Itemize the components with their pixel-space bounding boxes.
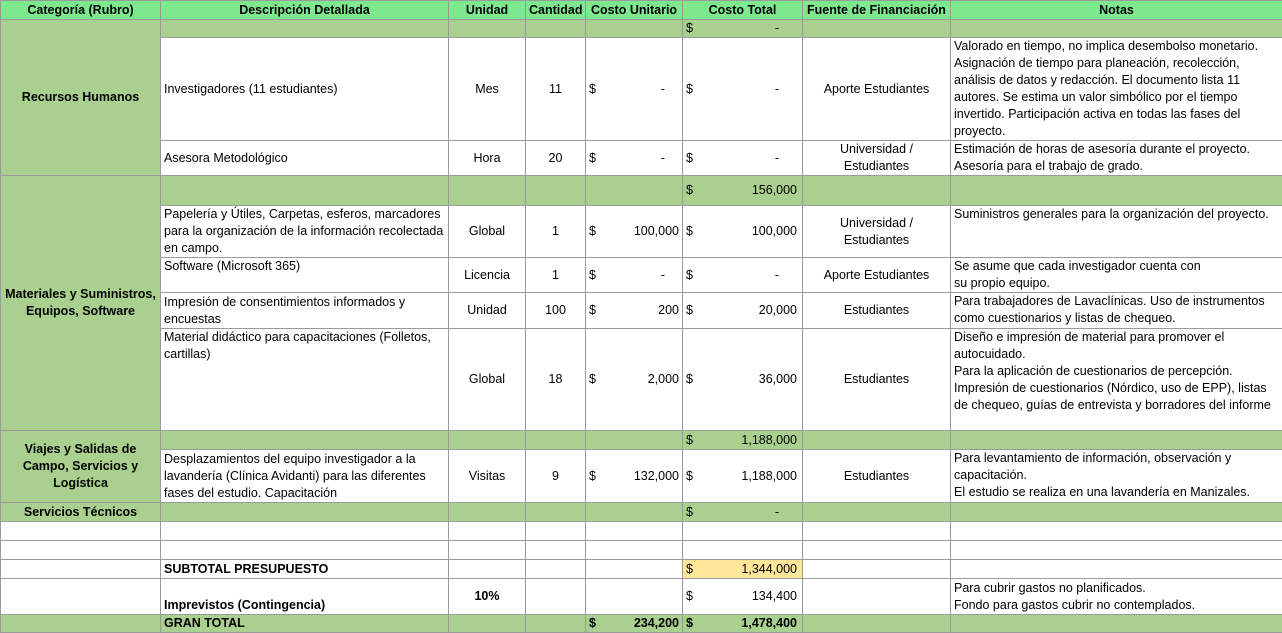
cell[interactable] bbox=[449, 522, 526, 541]
row-unit[interactable]: Global bbox=[449, 329, 526, 431]
currency-symbol: $ bbox=[589, 616, 596, 630]
total-value: - bbox=[774, 150, 779, 165]
viajes-subtotal-row bbox=[1, 431, 1282, 450]
cell[interactable] bbox=[449, 560, 526, 579]
row-source[interactable]: Universidad / Estudiantes bbox=[803, 206, 951, 258]
cell[interactable] bbox=[526, 20, 586, 38]
currency-symbol: $ bbox=[686, 224, 693, 238]
cell[interactable] bbox=[803, 522, 951, 541]
row-unit[interactable]: Mes bbox=[449, 38, 526, 141]
rrhh-subtotal-cell[interactable] bbox=[683, 20, 803, 38]
imprevistos-value: 134,400 bbox=[751, 589, 797, 603]
cell[interactable] bbox=[683, 522, 803, 541]
cell[interactable] bbox=[803, 431, 951, 450]
unit-cost-value: 2,000 bbox=[647, 372, 679, 386]
servicios-row bbox=[1, 503, 1282, 522]
row-source[interactable]: Aporte Estudiantes bbox=[803, 258, 951, 293]
unit-cost-value: 132,000 bbox=[633, 468, 679, 483]
row-description[interactable]: Software (Microsoft 365) bbox=[161, 258, 449, 293]
cell[interactable] bbox=[161, 541, 449, 560]
cell[interactable] bbox=[683, 541, 803, 560]
gran-total-value-cell[interactable] bbox=[683, 615, 803, 633]
total-value: 36,000 bbox=[758, 372, 797, 386]
row-description[interactable]: Desplazamientos del equipo investigador a la lavandería (Clínica Avidanti) para las diferentes fases del estudio. Capacitación bbox=[161, 450, 449, 503]
row-qty[interactable]: 100 bbox=[526, 293, 586, 329]
cell[interactable] bbox=[951, 20, 1282, 38]
cell[interactable] bbox=[526, 560, 586, 579]
cell[interactable] bbox=[526, 541, 586, 560]
cell[interactable] bbox=[526, 615, 586, 633]
cell[interactable] bbox=[951, 176, 1282, 206]
servicios-subtotal: - bbox=[774, 504, 779, 519]
row-unit-cost[interactable] bbox=[586, 450, 683, 503]
row-description[interactable]: Papelería y Útiles, Carpetas, esferos, marcadores para la organización de la información recolectada en campo. bbox=[161, 206, 449, 258]
row-notes[interactable]: Valorado en tiempo, no implica desembolso monetario. Asignación de tiempo para planeación, recolección, análisis de datos y redacción. El documento lista 11 autores. Se estima un valor simbólico por el tiempo invertido. Participación activa en todas las fases del proyecto. bbox=[951, 38, 1282, 141]
row-unit-cost[interactable] bbox=[586, 38, 683, 141]
rrhh-subtotal: - bbox=[774, 21, 779, 35]
cell[interactable] bbox=[951, 560, 1282, 579]
row-qty[interactable]: 11 bbox=[526, 38, 586, 141]
row-total[interactable] bbox=[683, 450, 803, 503]
cell[interactable] bbox=[586, 431, 683, 450]
cell[interactable] bbox=[803, 20, 951, 38]
imprevistos-notes[interactable]: Para cubrir gastos no planificados. Fondo para gastos cubrir no contemplados. bbox=[951, 579, 1282, 615]
row-source[interactable]: Estudiantes bbox=[803, 450, 951, 503]
row-unit-cost[interactable] bbox=[586, 329, 683, 431]
cell[interactable] bbox=[586, 579, 683, 615]
row-description[interactable]: Asesora Metodológico bbox=[161, 141, 449, 176]
row-unit-cost[interactable] bbox=[586, 293, 683, 329]
cell[interactable] bbox=[951, 503, 1282, 522]
unit-cost-value: - bbox=[660, 81, 665, 96]
row-total[interactable] bbox=[683, 258, 803, 293]
currency-symbol: $ bbox=[686, 183, 693, 197]
cell[interactable] bbox=[586, 176, 683, 206]
cell[interactable] bbox=[449, 176, 526, 206]
row-qty[interactable]: 1 bbox=[526, 206, 586, 258]
subtotal-value-cell[interactable] bbox=[683, 560, 803, 579]
cell[interactable] bbox=[161, 522, 449, 541]
row-qty[interactable]: 9 bbox=[526, 450, 586, 503]
cell[interactable] bbox=[1, 579, 161, 615]
unit-cost-value: 100,000 bbox=[633, 224, 679, 238]
currency-symbol: $ bbox=[686, 589, 693, 603]
currency-symbol: $ bbox=[686, 303, 693, 317]
row-unit[interactable]: Unidad bbox=[449, 293, 526, 329]
currency-symbol: $ bbox=[686, 372, 693, 386]
total-value: 100,000 bbox=[751, 224, 797, 238]
cell[interactable] bbox=[803, 176, 951, 206]
row-description[interactable]: Investigadores (11 estudiantes) bbox=[161, 38, 449, 141]
cell[interactable] bbox=[1, 541, 161, 560]
row-qty[interactable]: 1 bbox=[526, 258, 586, 293]
category-materiales[interactable]: Materiales y Suministros, Equipos, Software bbox=[1, 176, 161, 431]
row-total[interactable] bbox=[683, 206, 803, 258]
row-total[interactable] bbox=[683, 293, 803, 329]
row-notes[interactable]: Estimación de horas de asesoría durante el proyecto. Asesoría para el trabajo de grado. bbox=[951, 141, 1282, 176]
gran-total-unit-cost-cell[interactable] bbox=[586, 615, 683, 633]
currency-symbol: $ bbox=[589, 150, 596, 165]
materiales-subtotal: 156,000 bbox=[751, 183, 797, 197]
cell[interactable] bbox=[161, 503, 449, 522]
row-source[interactable]: Aporte Estudiantes bbox=[803, 38, 951, 141]
row-description[interactable]: Impresión de consentimientos informados y encuestas bbox=[161, 293, 449, 329]
row-total[interactable] bbox=[683, 38, 803, 141]
cell[interactable] bbox=[586, 503, 683, 522]
table-row bbox=[1, 38, 1282, 141]
header-costo-total[interactable]: Costo Total bbox=[683, 1, 803, 20]
cell[interactable] bbox=[526, 522, 586, 541]
cell[interactable] bbox=[161, 20, 449, 38]
currency-symbol: $ bbox=[686, 432, 693, 447]
header-categoria[interactable]: Categoría (Rubro) bbox=[1, 1, 161, 20]
row-unit-cost[interactable] bbox=[586, 206, 683, 258]
empty-row bbox=[1, 522, 1282, 541]
header-unidad[interactable]: Unidad bbox=[449, 1, 526, 20]
total-value: - bbox=[774, 81, 779, 96]
cell[interactable] bbox=[449, 503, 526, 522]
header-costo-unitario[interactable]: Costo Unitario bbox=[586, 1, 683, 20]
row-total[interactable] bbox=[683, 141, 803, 176]
header-fuente[interactable]: Fuente de Financiación bbox=[803, 1, 951, 20]
table-row bbox=[1, 450, 1282, 503]
currency-symbol: $ bbox=[589, 267, 596, 282]
cell[interactable] bbox=[586, 560, 683, 579]
cell[interactable] bbox=[449, 541, 526, 560]
imprevistos-percent[interactable]: 10% bbox=[449, 579, 526, 615]
category-viajes[interactable]: Viajes y Salidas de Campo, Servicios y Logística bbox=[1, 431, 161, 503]
row-total[interactable] bbox=[683, 329, 803, 431]
cell[interactable] bbox=[803, 541, 951, 560]
row-source[interactable]: Estudiantes bbox=[803, 329, 951, 431]
cell[interactable] bbox=[526, 579, 586, 615]
unit-cost-value: - bbox=[660, 267, 665, 282]
table-row bbox=[1, 141, 1282, 176]
cell[interactable] bbox=[526, 176, 586, 206]
row-source[interactable]: Universidad / Estudiantes bbox=[803, 141, 951, 176]
header-notas[interactable]: Notas bbox=[951, 1, 1282, 20]
cell[interactable] bbox=[449, 431, 526, 450]
imprevistos-label[interactable]: Imprevistos (Contingencia) bbox=[161, 579, 449, 615]
header-descripcion[interactable]: Descripción Detallada bbox=[161, 1, 449, 20]
cell[interactable] bbox=[951, 615, 1282, 633]
empty-row bbox=[1, 541, 1282, 560]
row-notes[interactable]: Se asume que cada investigador cuenta con su propio equipo. bbox=[951, 258, 1282, 293]
cell[interactable] bbox=[449, 615, 526, 633]
cell[interactable] bbox=[951, 431, 1282, 450]
table-row bbox=[1, 258, 1282, 293]
currency-symbol: $ bbox=[589, 468, 596, 483]
subtotal-label[interactable]: SUBTOTAL PRESUPUESTO bbox=[161, 560, 449, 579]
currency-symbol: $ bbox=[686, 616, 693, 630]
cell[interactable] bbox=[803, 615, 951, 633]
materiales-subtotal-cell[interactable] bbox=[683, 176, 803, 206]
cell[interactable] bbox=[1, 560, 161, 579]
row-notes[interactable]: Diseño e impresión de material para promover el autocuidado. Para la aplicación de cuestionarios de percepción. Impresión de cuestionarios (Nórdico, uso de EPP), listas de chequeo, guías de entrevista y borradores del informe bbox=[951, 329, 1282, 431]
row-qty[interactable]: 18 bbox=[526, 329, 586, 431]
cell[interactable] bbox=[1, 522, 161, 541]
currency-symbol: $ bbox=[686, 504, 693, 519]
currency-symbol: $ bbox=[686, 561, 693, 576]
currency-symbol: $ bbox=[686, 468, 693, 483]
currency-symbol: $ bbox=[686, 150, 693, 165]
row-description[interactable]: Material didáctico para capacitaciones (Folletos, cartillas) bbox=[161, 329, 449, 431]
row-unit[interactable]: Visitas bbox=[449, 450, 526, 503]
viajes-subtotal-cell[interactable] bbox=[683, 431, 803, 450]
currency-symbol: $ bbox=[589, 372, 596, 386]
imprevistos-value-cell[interactable] bbox=[683, 579, 803, 615]
row-unit[interactable]: Hora bbox=[449, 141, 526, 176]
viajes-subtotal: 1,188,000 bbox=[741, 432, 797, 447]
cell[interactable] bbox=[161, 431, 449, 450]
currency-symbol: $ bbox=[686, 267, 693, 282]
cell[interactable] bbox=[449, 20, 526, 38]
row-unit-cost[interactable] bbox=[586, 258, 683, 293]
cell[interactable] bbox=[586, 522, 683, 541]
total-value: 20,000 bbox=[758, 303, 797, 317]
table-row bbox=[1, 329, 1282, 431]
row-notes[interactable]: Suministros generales para la organización del proyecto. bbox=[951, 206, 1282, 258]
currency-symbol: $ bbox=[686, 81, 693, 96]
cell[interactable] bbox=[526, 503, 586, 522]
total-value: 1,188,000 bbox=[741, 468, 797, 483]
cell[interactable] bbox=[1, 615, 161, 633]
row-unit-cost[interactable] bbox=[586, 141, 683, 176]
category-servicios[interactable]: Servicios Técnicos bbox=[1, 503, 161, 522]
row-source[interactable]: Estudiantes bbox=[803, 293, 951, 329]
rrhh-subtotal-row bbox=[1, 20, 1282, 38]
header-cantidad[interactable]: Cantidad bbox=[526, 1, 586, 20]
cell[interactable] bbox=[951, 541, 1282, 560]
currency-symbol: $ bbox=[589, 81, 596, 96]
row-notes[interactable]: Para levantamiento de información, observación y capacitación. El estudio se realiza en una lavandería en Manizales. bbox=[951, 450, 1282, 503]
cell[interactable] bbox=[586, 20, 683, 38]
gran-total-value: 1,478,400 bbox=[741, 616, 797, 630]
row-unit[interactable]: Licencia bbox=[449, 258, 526, 293]
row-unit[interactable]: Global bbox=[449, 206, 526, 258]
cell[interactable] bbox=[526, 431, 586, 450]
subtotal-value: 1,344,000 bbox=[741, 561, 797, 576]
table-row bbox=[1, 206, 1282, 258]
table-row bbox=[1, 293, 1282, 329]
currency-symbol: $ bbox=[589, 303, 596, 317]
materiales-subtotal-row bbox=[1, 176, 1282, 206]
cell[interactable] bbox=[951, 522, 1282, 541]
header-row bbox=[1, 1, 1282, 20]
gran-total-unit-cost: 234,200 bbox=[633, 616, 679, 630]
cell[interactable] bbox=[803, 579, 951, 615]
cell[interactable] bbox=[803, 560, 951, 579]
cell[interactable] bbox=[586, 541, 683, 560]
total-value: - bbox=[774, 267, 779, 282]
category-rrhh[interactable]: Recursos Humanos bbox=[1, 20, 161, 176]
subtotal-row bbox=[1, 560, 1282, 579]
imprevistos-row bbox=[1, 579, 1282, 615]
currency-symbol: $ bbox=[686, 21, 693, 35]
cell[interactable] bbox=[161, 176, 449, 206]
servicios-subtotal-cell[interactable] bbox=[683, 503, 803, 522]
gran-total-row bbox=[1, 615, 1282, 633]
row-notes[interactable]: Para trabajadores de Lavaclínicas. Uso de instrumentos como cuestionarios y listas de chequeo. bbox=[951, 293, 1282, 329]
unit-cost-value: 200 bbox=[658, 303, 679, 317]
row-qty[interactable]: 20 bbox=[526, 141, 586, 176]
cell[interactable] bbox=[803, 503, 951, 522]
unit-cost-value: - bbox=[660, 150, 665, 165]
currency-symbol: $ bbox=[589, 224, 596, 238]
gran-total-label[interactable]: GRAN TOTAL bbox=[161, 615, 449, 633]
